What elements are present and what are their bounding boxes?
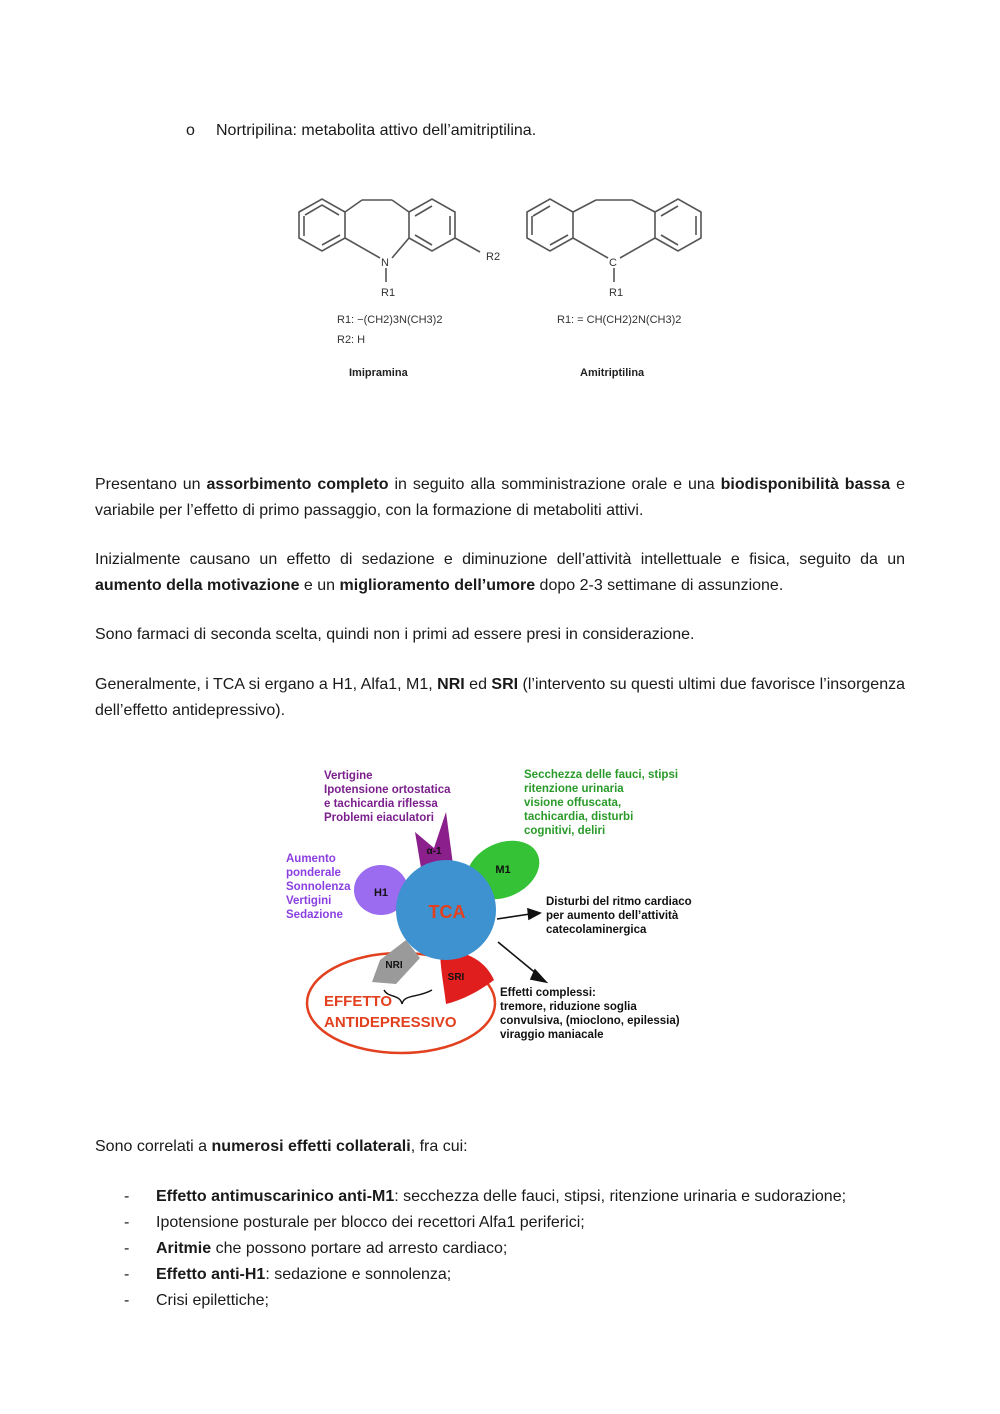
list-dash: - [124, 1266, 130, 1283]
antidepressant-line: EFFETTO [324, 993, 393, 1010]
p1-bold-bioavailability: biodisponibilità bassa [720, 476, 891, 493]
complex-effect-line: viraggio maniacale [500, 1029, 604, 1041]
p4-text-e: (l’intervento su questi ultimi due favorisce l’insorgenza dell’effetto antidepressivo). [95, 676, 905, 719]
tca-label: TCA [428, 902, 466, 922]
list-item-text: che possono portare ad arresto cardiaco; [211, 1240, 508, 1257]
chemical-structures-figure [0, 170, 1000, 590]
alpha1-label: α-1 [426, 846, 442, 857]
alpha1-effect-line: Problemi eiaculatori [324, 812, 434, 824]
cardiac-effect-line: Disturbi del ritmo cardiaco [546, 896, 692, 908]
tca-receptor-diagram [0, 760, 1000, 1070]
h1-effect-line: Sedazione [286, 909, 343, 921]
p4-bold-sri: SRI [491, 676, 519, 693]
paragraph-second-choice: Sono farmaci di seconda scelta, quindi non i primi ad essere presi in considerazione. [95, 626, 695, 643]
imipramine-caption: Imipramina [349, 367, 408, 379]
nri-label: NRI [385, 960, 403, 971]
paragraph-effects [95, 547, 905, 599]
list-dash: - [124, 1214, 130, 1231]
list-dash: - [124, 1240, 130, 1257]
alpha1-effect-line: e tachicardia riflessa [324, 798, 438, 810]
list-item-bold: Aritmie [156, 1240, 212, 1257]
complex-effects-block [500, 987, 680, 1041]
alpha1-effect-line: Ipotensione ortostatica [324, 784, 451, 796]
p1-text-c: in seguito alla somministrazione orale e una [388, 476, 721, 493]
h1-effect-line: Aumento [286, 853, 336, 865]
m1-effect-line: tachicardia, disturbi [524, 811, 634, 823]
complex-effect-line: convulsiva, (mioclono, epilessia) [500, 1015, 680, 1027]
p2-bold-motivation: aumento della motivazione [95, 577, 300, 594]
m1-effect-line: visione offuscata, [524, 797, 622, 809]
h1-effects-block [286, 853, 351, 921]
amitriptyline-c-atom: C [609, 257, 617, 269]
list-item [124, 1262, 914, 1288]
paragraph-targets [95, 672, 905, 724]
side-effects-list [124, 1184, 914, 1314]
p1-text-a: Presentano un [95, 476, 207, 493]
list-dash: - [124, 1292, 130, 1309]
imipramine-n-atom: N [381, 257, 389, 269]
cardiac-effect-line: per aumento dell’attività [546, 910, 679, 922]
amitriptyline-r1-label: R1 [609, 287, 624, 299]
list-item-text: Ipotensione posturale per blocco dei recettori Alfa1 periferici; [156, 1214, 585, 1231]
p1-bold-absorption: assorbimento completo [206, 476, 389, 493]
amitriptyline-structure [527, 199, 701, 282]
h1-effect-line: Vertigini [286, 895, 332, 907]
paragraph-side-effects-intro [95, 1134, 905, 1160]
list-dash: - [124, 1188, 130, 1205]
alpha1-effect-line: Vertigine [324, 770, 373, 782]
alpha1-effects-block [324, 770, 451, 824]
p5-text-a: Sono correlati a [95, 1138, 212, 1155]
p1-text-e: e variabile per l’effetto di primo passaggio, con la formazione di metaboliti attivi. [95, 476, 906, 519]
list-item [124, 1288, 914, 1314]
list-item-text: : secchezza delle fauci, stipsi, ritenzione urinaria e sudorazione; [394, 1188, 847, 1205]
h1-effect-line: ponderale [286, 867, 341, 879]
imipramine-r1-formula: R1: −(CH2)3N(CH3)2 [337, 314, 443, 326]
complex-effect-line: tremore, riduzione soglia [500, 1001, 637, 1013]
cardiac-effect-line: catecolaminergica [546, 924, 647, 936]
sri-label: SRI [447, 972, 465, 983]
imipramine-structure [299, 199, 480, 282]
amitriptyline-r1-formula: R1: = CH(CH2)2N(CH3)2 [557, 314, 682, 326]
m1-effect-line: Secchezza delle fauci, stipsi [524, 769, 679, 781]
p4-text-a: Generalmente, i TCA si ergano a H1, Alfa1, M1, [95, 676, 438, 693]
p2-text-a: Inizialmente causano un effetto di sedazione e diminuzione dell’attività intellettuale e fisica, seguito da un [95, 551, 905, 568]
list-item-bold: Effetto antimuscarinico anti-M1 [156, 1188, 395, 1205]
bullet-text: Nortripilina: metabolita attivo dell’amitriptilina. [216, 122, 537, 139]
imipramine-r2-formula: R2: H [337, 334, 366, 346]
p2-text-c: e un [299, 577, 340, 594]
bullet-marker: o [186, 122, 195, 139]
list-item-text: : sedazione e sonnolenza; [265, 1266, 452, 1283]
h1-label: H1 [373, 887, 389, 899]
amitriptyline-caption: Amitriptilina [580, 367, 645, 379]
p2-bold-mood: miglioramento dell’umore [339, 577, 536, 594]
effect-arrows [497, 909, 546, 982]
imipramine-r2-label: R2 [486, 251, 501, 263]
m1-effects-block [524, 769, 678, 837]
complex-effect-line: Effetti complessi: [500, 987, 596, 999]
antidepressant-line: ANTIDEPRESSIVO [324, 1014, 457, 1031]
p2-text-e: dopo 2-3 settimane di assunzione. [535, 577, 784, 594]
p4-bold-nri: NRI [437, 676, 465, 693]
list-item [124, 1236, 914, 1262]
cardiac-effects-block [546, 896, 692, 936]
list-item [124, 1210, 914, 1236]
imipramine-r1-label: R1 [381, 287, 396, 299]
m1-label: M1 [495, 864, 511, 876]
list-item-text: Crisi epilettiche; [156, 1292, 269, 1309]
m1-effect-line: ritenzione urinaria [524, 783, 624, 795]
p5-text-c: , fra cui: [410, 1138, 468, 1155]
h1-effect-line: Sonnolenza [286, 881, 351, 893]
paragraph-absorption [95, 472, 905, 524]
list-item-bold: Effetto anti-H1 [156, 1266, 266, 1283]
antidepressant-label [324, 993, 457, 1031]
list-item [124, 1184, 914, 1210]
p4-text-c: ed [464, 676, 492, 693]
m1-effect-line: cognitivi, deliri [524, 825, 606, 837]
p5-bold-side-effects: numerosi effetti collaterali [211, 1138, 411, 1155]
